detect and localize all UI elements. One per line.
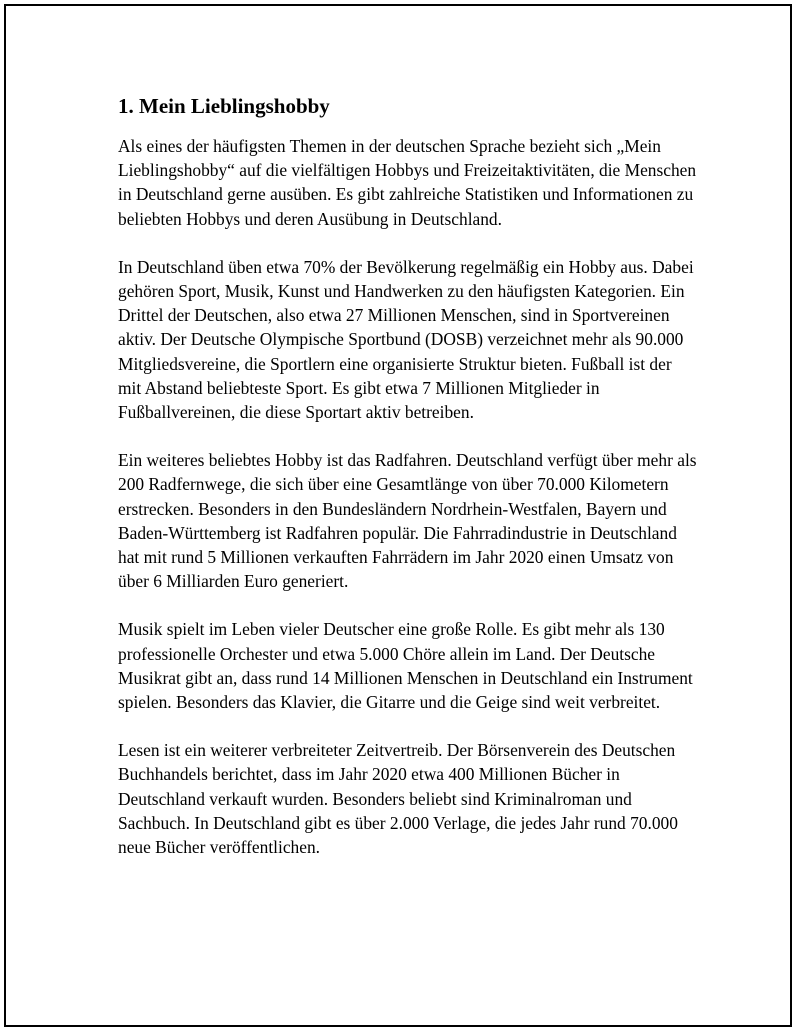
paragraph-intro: Als eines der häufigsten Themen in der deutschen Sprache bezieht sich „Mein Lieblingshobby“ auf die vielfältigen Hobbys und Freizeitaktivitäten, die Menschen in Deutschland gerne ausüben. Es gibt zahlreiche Statistiken und Informationen zu beliebten Hobbys und deren Ausübung in Deutschland. xyxy=(118,136,697,229)
paragraph-music: Musik spielt im Leben vieler Deutscher eine große Rolle. Es gibt mehr als 130 professionelle Orchester und etwa 5.000 Chöre allein im Land. Der Deutsche Musikrat gibt an, dass rund 14 Millionen Menschen in Deutschland ein Instrument spielen. Besonders das Klavier, die Gitarre und die Geige sind weit verbreitet. xyxy=(118,619,693,713)
paragraph-cycling: Ein weiteres beliebtes Hobby ist das Radfahren. Deutschland verfügt über mehr als 200 Radfernwege, die sich über eine Gesamtlänge von über 70.000 Kilometern erstrecken. Besonders in den Bundesländern Nordrhein-Westfalen, Bayern und Baden-Württemberg ist Radfahren populär. Die Fahrradindustrie in Deutschland hat mit rund 5 Millionen verkauften Fahrrädern im Jahr 2020 einen Umsatz von über 6 Milliarden Euro generiert. xyxy=(118,450,697,592)
paragraph-reading: Lesen ist ein weiterer verbreiteter Zeitvertreib. Der Börsenverein des Deutschen Buchhandels berichtet, dass im Jahr 2020 etwa 400 Millionen Bücher in Deutschland verkauft wurden. Besonders beliebt sind Kriminalroman und Sachbuch. In Deutschland gibt es über 2.000 Verlage, die jedes Jahr rund 70.000 neue Bücher veröffentlichen. xyxy=(118,740,678,858)
document-body xyxy=(118,92,698,883)
section-heading: 1. Mein Lieblingshobby xyxy=(118,94,330,118)
paragraph-sport: In Deutschland üben etwa 70% der Bevölkerung regelmäßig ein Hobby aus. Dabei gehören Sport, Musik, Kunst und Handwerken zu den häufigsten Kategorien. Ein Drittel der Deutschen, also etwa 27 Millionen Menschen, sind in Sportvereinen aktiv. Der Deutsche Olympische Sportbund (DOSB) verzeichnet mehr als 90.000 Mitgliedsvereine, die Sportlern eine organisierte Struktur bieten. Fußball ist der mit Abstand beliebteste Sport. Es gibt etwa 7 Millionen Mitglieder in Fußballvereinen, die diese Sportart aktiv betreiben. xyxy=(118,256,694,423)
